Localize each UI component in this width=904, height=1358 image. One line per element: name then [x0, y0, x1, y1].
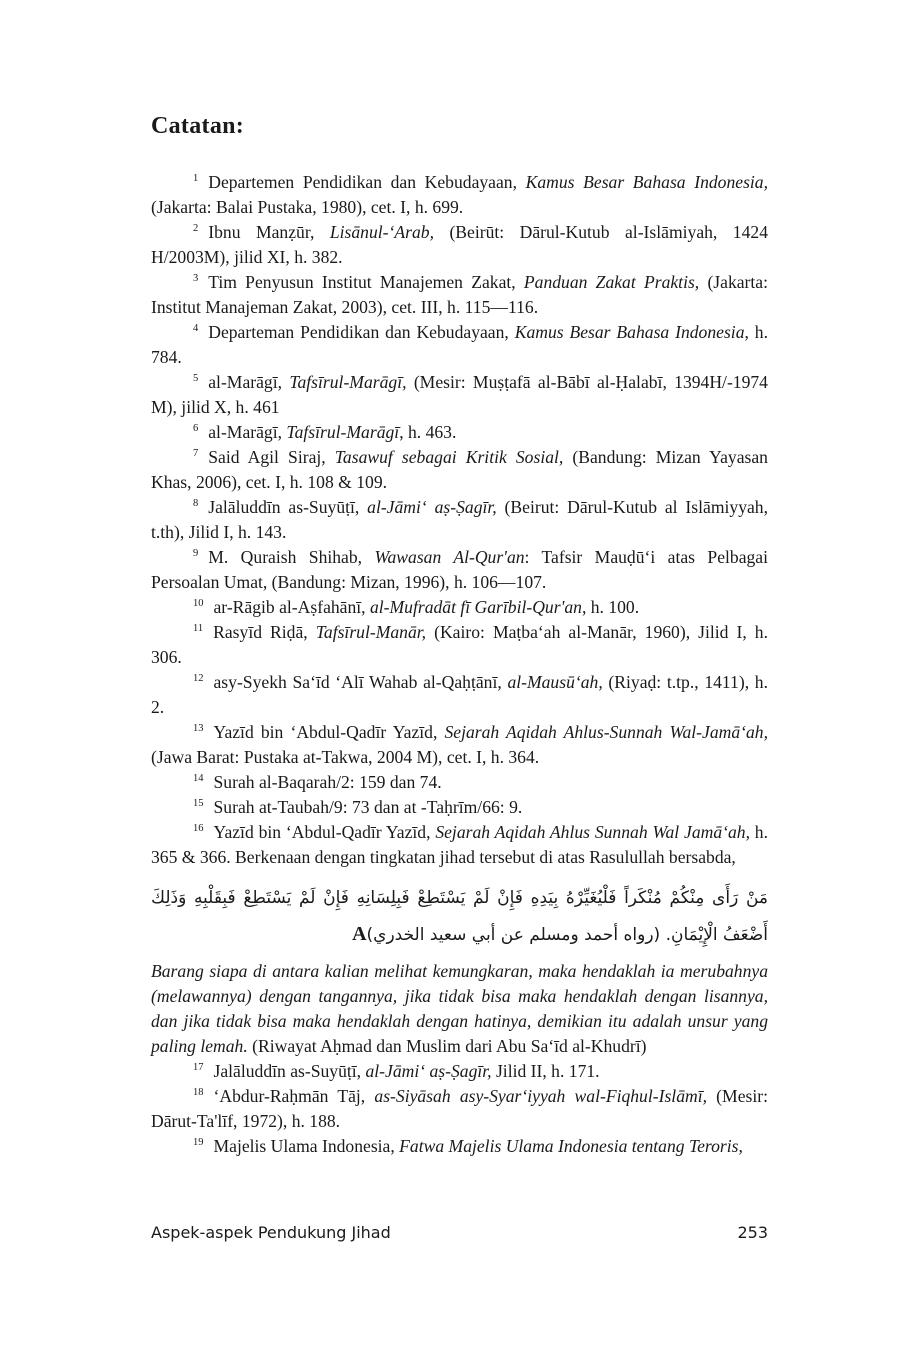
footnote-text: M. Quraish Shihab,: [208, 547, 375, 567]
footnote-number: 14: [193, 773, 204, 784]
footnote-title: Fatwa Majelis Ulama Indonesia tentang Teroris,: [399, 1136, 743, 1156]
footnote-number: 12: [193, 673, 204, 684]
footnote-title: Wawasan Al-Qur'an: [374, 547, 525, 567]
footnote-citation: , h. 463.: [399, 422, 457, 442]
footnote-number: 7: [193, 448, 199, 459]
footnote-list: [151, 170, 768, 870]
footnote-text: al-Marāgī,: [208, 422, 287, 442]
footnote-title: Kamus Besar Bahasa Indonesia,: [525, 172, 768, 192]
footnote-title: Tafsīrul-Marāgī: [286, 422, 400, 442]
footnote-number: 3: [193, 273, 199, 284]
footnote-15: [151, 795, 768, 820]
footnote-number: 13: [193, 723, 204, 734]
footnote-title: Sejarah Aqidah Ahlus-Sunnah Wal-Jamā‘ah,: [444, 722, 769, 742]
footnote-citation: (Riyaḍ: t.tp., 1411), h. 2.: [151, 672, 768, 717]
footnote-citation: Jilid II, h. 171.: [491, 1061, 600, 1081]
footnote-text: Yazīd bin ‘Abdul-Qadīr Yazīd,: [213, 822, 436, 842]
footnote-citation: , h. 100.: [581, 597, 640, 617]
footnote-number: 8: [193, 498, 199, 509]
page-number: 253: [737, 1223, 768, 1242]
hadith-mark: A: [352, 923, 367, 945]
footnote-11: [151, 620, 768, 670]
footnote-3: [151, 270, 768, 320]
footnote-14: [151, 770, 768, 795]
footnote-number: 17: [193, 1062, 204, 1073]
footnote-number: 19: [193, 1137, 204, 1148]
footnote-citation: (Kairo: Maṭba‘ah al-Manār, 1960), Jilid I, h. 306.: [151, 622, 768, 667]
footnote-text: Said Agil Siraj,: [208, 447, 335, 467]
footnote-number: 11: [193, 623, 204, 634]
footnote-text: Jalāluddīn as-Suyūṭī,: [208, 497, 368, 517]
running-title: Aspek-aspek Pendukung Jihad: [151, 1223, 391, 1242]
footnote-4: [151, 320, 768, 370]
book-page: [151, 0, 768, 1358]
hadith-translation-text: Barang siapa di antara kalian melihat kemungkaran, maka hendaklah ia merubahnya (melawannya) dengan tangannya, jika tidak bisa maka hendaklah dengan lisannya, dan jika tidak bisa maka hendaklah dengan hatinya, demikian itu adalah unsur yang paling lemah.: [151, 961, 768, 1056]
footnote-text: Surah al-Baqarah/2: 159 dan 74.: [213, 772, 442, 792]
footnote-title: al-Mausū‘ah,: [507, 672, 603, 692]
page-footer: [151, 1223, 768, 1247]
hadith-arabic: مَنْ رَأَى مِنْكُمْ مُنْكَراً فَلْيُغَيِّرْهُ بِيَدِهِ فَإِنْ لَمْ يَسْتَطِعْ فَبِلِسَانِهِ فَإِنْ لَمْ يَسْتَطِعْ فَبِقَلْبِهِ وَذَلِكَ أَضْعَفُ الْإِيْمَانِ. (رواه أحمد ومسلم عن أبي سعيد الخدري): [151, 888, 768, 945]
footnote-13: [151, 720, 768, 770]
footnote-text: Rasyīd Riḍā,: [213, 622, 316, 642]
footnote-5: [151, 370, 768, 420]
footnote-number: 16: [193, 823, 204, 834]
footnote-citation: : Tafsir Mauḍū‘i atas Pelbagai Persoalan Umat, (Bandung: Mizan, 1996), h. 106—107.: [151, 547, 768, 592]
footnote-title: Tasawuf sebagai Kritik Sosial,: [334, 447, 564, 467]
footnote-title: as-Siyāsah asy-Syar‘iyyah wal-Fiqhul-Islāmī,: [374, 1086, 707, 1106]
footnote-citation: (Bandung: Mizan Yayasan Khas, 2006), cet. I, h. 108 & 109.: [151, 447, 768, 492]
footnote-text: Ibnu Manẓūr,: [208, 222, 330, 242]
footnote-citation: (Jakarta: Balai Pustaka, 1980), cet. I, h. 699.: [151, 197, 464, 217]
footnote-number: 18: [193, 1087, 204, 1098]
footnote-number: 9: [193, 548, 199, 559]
footnote-title: Kamus Besar Bahasa Indonesia: [514, 322, 745, 342]
footnote-title: Tafsīrul-Marāgī,: [289, 372, 407, 392]
footnote-2: [151, 220, 768, 270]
footnote-text: asy-Syekh Sa‘īd ‘Alī Wahab al-Qaḥṭānī,: [213, 672, 508, 692]
hadith-source: (Riwayat Aḥmad dan Muslim dari Abu Sa‘īd al-Khudrī): [247, 1036, 647, 1056]
footnote-number: 15: [193, 798, 204, 809]
footnote-citation: (Jakarta: Institut Manajeman Zakat, 2003), cet. III, h. 115—116.: [151, 272, 769, 317]
footnote-text: ‘Abdur-Raḥmān Tāj,: [213, 1086, 375, 1106]
notes-heading: Catatan:: [151, 113, 245, 139]
footnote-9: [151, 545, 768, 595]
footnote-number: 4: [193, 323, 199, 334]
footnote-17: [151, 1059, 768, 1084]
footnote-number: 1: [193, 173, 199, 184]
footnote-citation: (Mesir: Muṣṭafā al-Bābī al-Ḥalabī, 1394H/-1974 M), jilid X, h. 461: [151, 372, 768, 417]
footnote-citation: (Jawa Barat: Pustaka at-Takwa, 2004 M), cet. I, h. 364.: [151, 747, 540, 767]
footnote-12: [151, 670, 768, 720]
footnote-18: [151, 1084, 768, 1134]
footnote-text: Departemen Pendidikan dan Kebudayaan,: [208, 172, 526, 192]
footnote-text: Jalāluddīn as-Suyūṭī,: [213, 1061, 366, 1081]
footnote-citation: (Beirut: Dārul-Kutub al Islāmiyyah, t.th), Jilid I, h. 143.: [151, 497, 768, 542]
footnote-1: [151, 170, 768, 220]
hadith-translation: [151, 959, 768, 1059]
footnote-10: [151, 595, 768, 620]
footnote-7: [151, 445, 768, 495]
footnote-number: 10: [193, 598, 204, 609]
footnote-text: Surah at-Taubah/9: 73 dan at -Taḥrīm/66: 9.: [213, 797, 523, 817]
footnote-list-continued: [151, 1059, 768, 1159]
footnote-text: Majelis Ulama Indonesia,: [213, 1136, 400, 1156]
footnote-title: al-Jāmi‘ aṣ-Ṣagīr,: [367, 497, 497, 517]
footnote-8: [151, 495, 768, 545]
footnote-text: ar-Rāgib al-Aṣfahānī,: [213, 597, 370, 617]
footnote-title: al-Mufradāt fī Garībil-Qur'an: [369, 597, 582, 617]
footnote-16: [151, 820, 768, 870]
hadith-arabic-text: [151, 880, 768, 953]
footnote-title: Lisānul-‘Arab,: [329, 222, 434, 242]
footnotes-section: [151, 170, 768, 1159]
footnote-6: [151, 420, 768, 445]
footnote-title: Panduan Zakat Praktis,: [523, 272, 700, 292]
footnote-title: al-Jāmi‘ aṣ-Ṣagīr,: [365, 1061, 492, 1081]
footnote-text: Tim Penyusun Institut Manajemen Zakat,: [208, 272, 524, 292]
footnote-citation: , h. 784.: [151, 322, 768, 367]
footnote-title: Sejarah Aqidah Ahlus Sunnah Wal Jamā‘ah,: [435, 822, 750, 842]
footnote-number: 2: [193, 223, 199, 234]
footnote-citation: (Mesir: Dārut-Ta'līf, 1972), h. 188.: [151, 1086, 768, 1131]
footnote-citation: (Beirūt: Dārul-Kutub al-Islāmiyah, 1424 H/2003M), jilid XI, h. 382.: [151, 222, 768, 267]
footnote-text: al-Marāgī,: [208, 372, 290, 392]
footnote-number: 5: [193, 373, 199, 384]
footnote-citation: h. 365 & 366. Berkenaan dengan tingkatan jihad tersebut di atas Rasulullah bersabda,: [151, 822, 768, 867]
footnote-number: 6: [193, 423, 199, 434]
footnote-text: Yazīd bin ‘Abdul-Qadīr Yazīd,: [213, 722, 445, 742]
footnote-title: Tafsīrul-Manār,: [315, 622, 427, 642]
footnote-text: Departeman Pendidikan dan Kebudayaan,: [208, 322, 515, 342]
footnote-19: [151, 1134, 768, 1159]
